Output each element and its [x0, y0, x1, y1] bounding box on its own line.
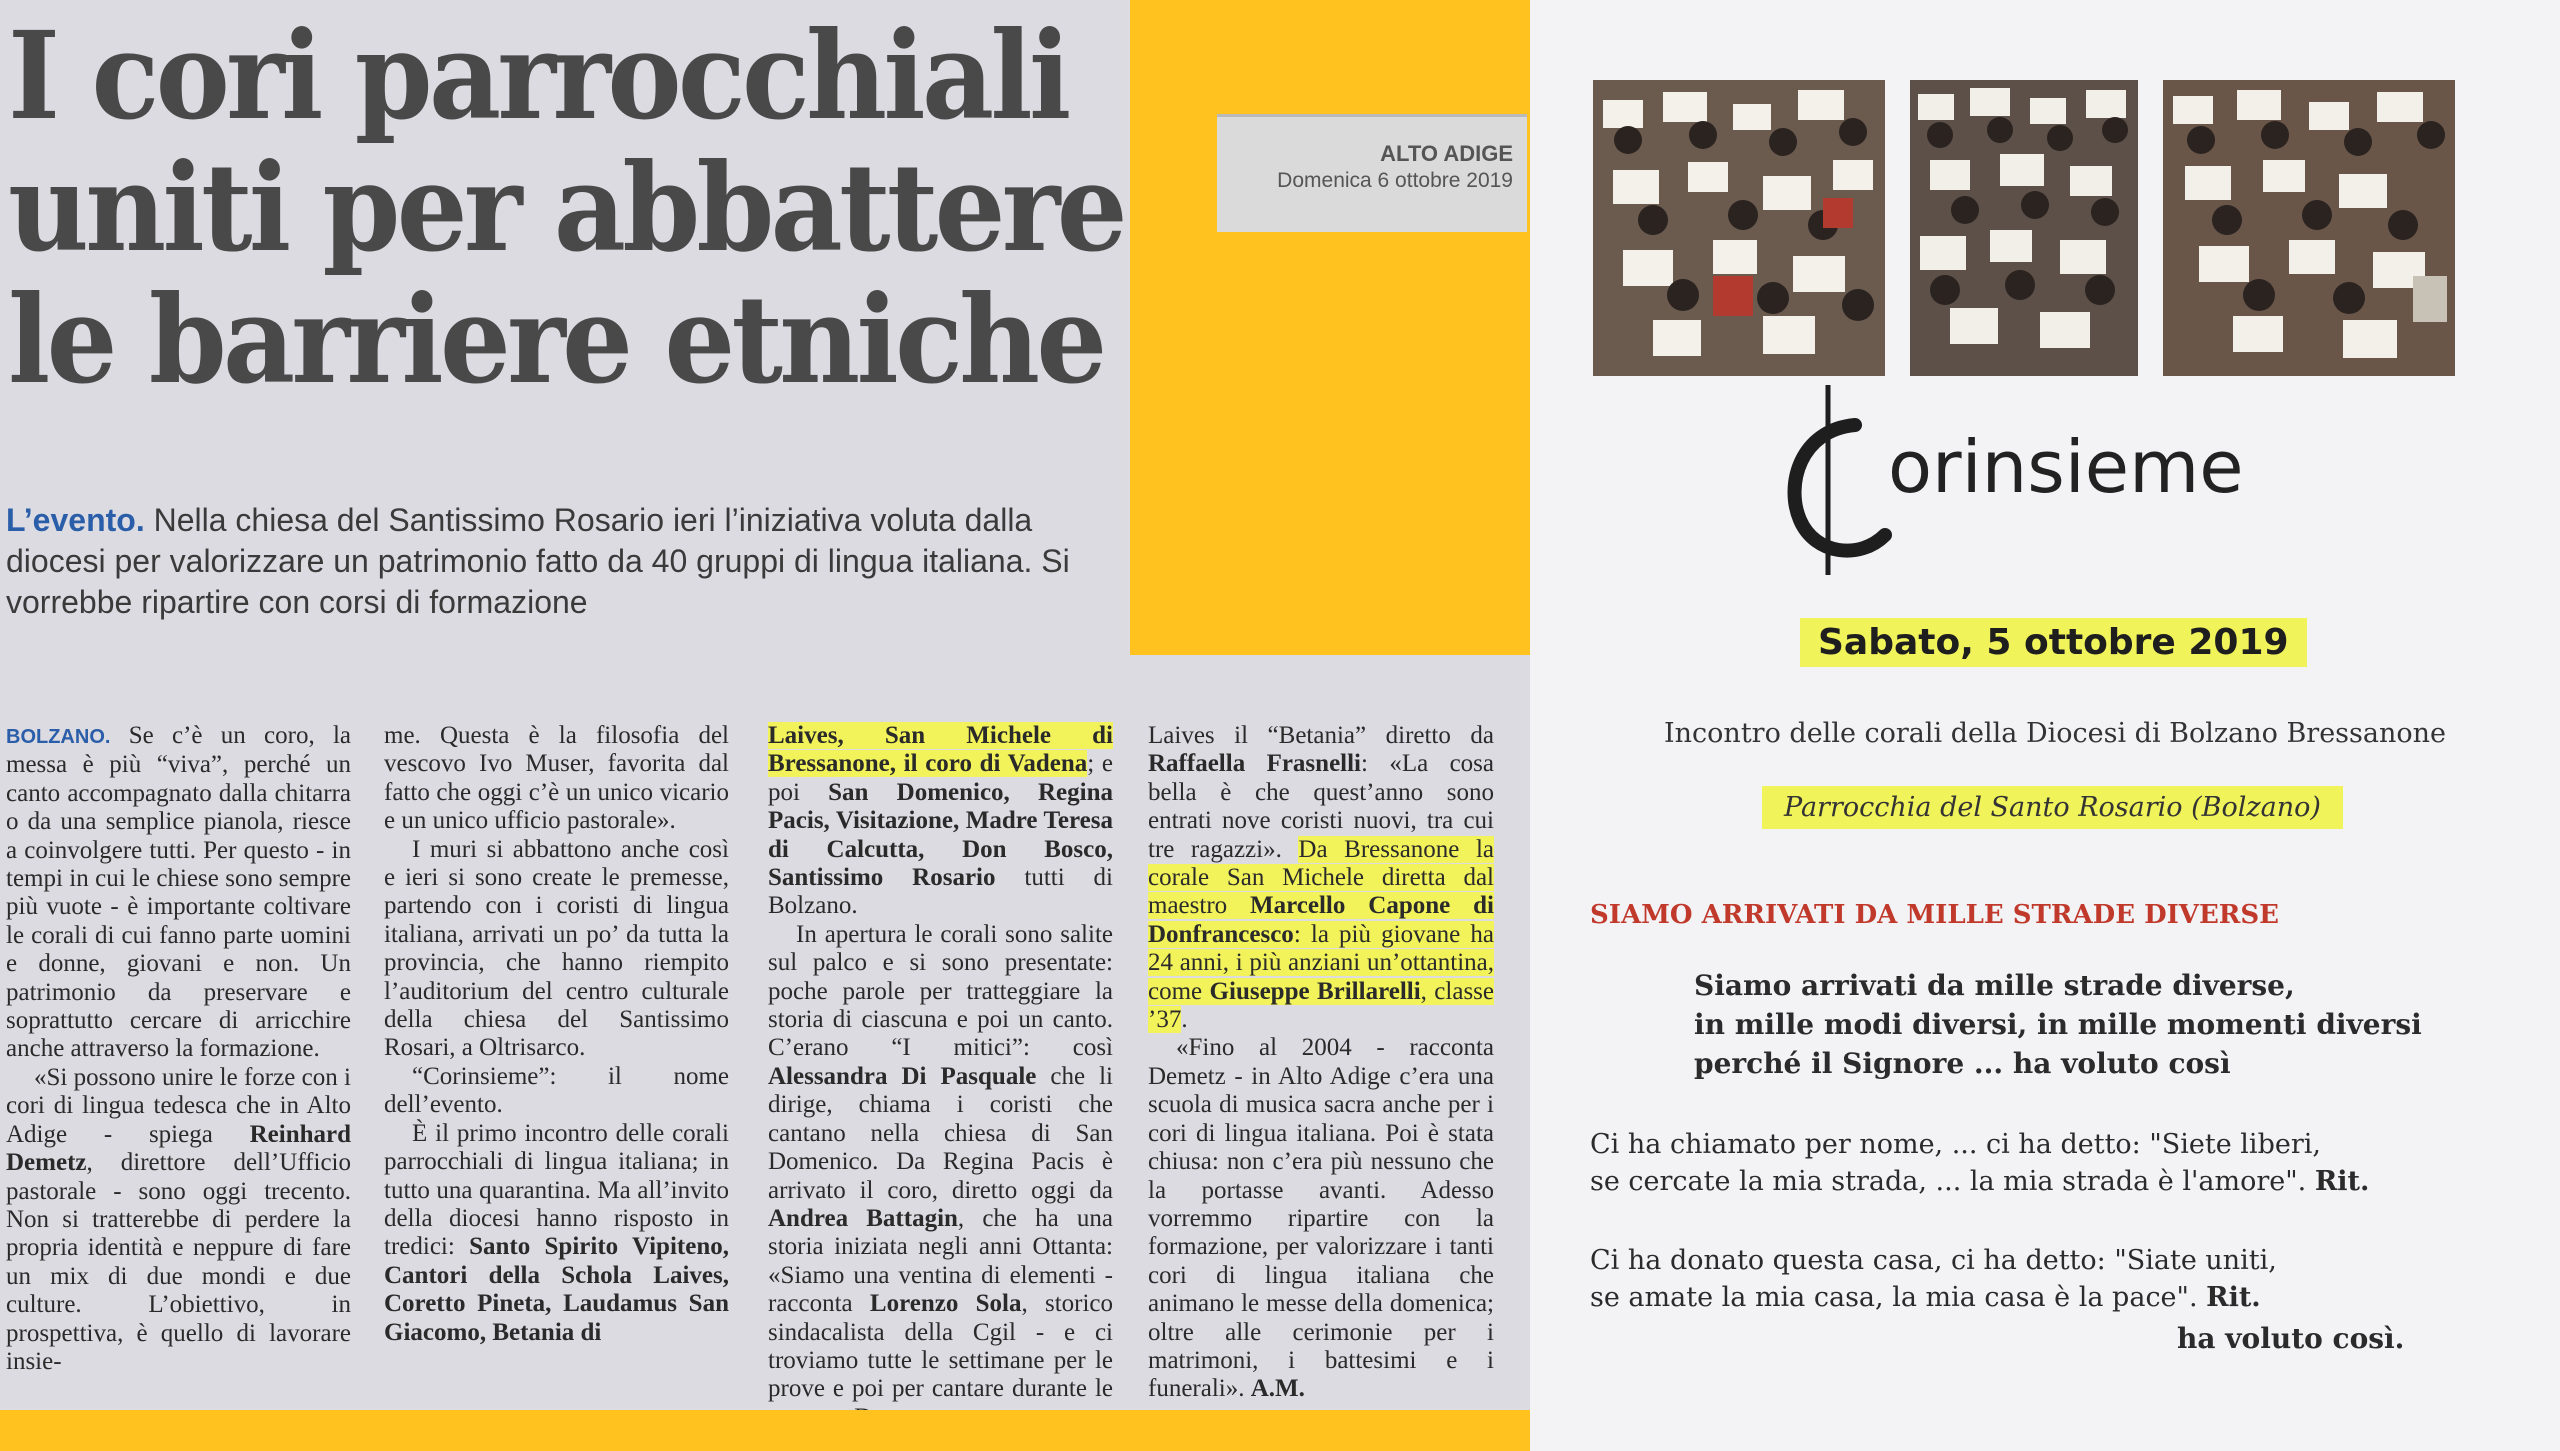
article-column-4 [1148, 722, 1494, 1404]
newspaper-date: Domenica 6 ottobre 2019 [1277, 169, 1513, 192]
song-chorus [1694, 966, 2422, 1083]
column-paragraph: “Corinsieme”: il nome dell’evento. [384, 1062, 729, 1119]
chorus-line: perché il Signore ... ha voluto così [1694, 1047, 2231, 1080]
song-title: SIAMO ARRIVATI DA MILLE STRADE DIVERSE [1590, 900, 2279, 930]
event-parish: Parrocchia del Santo Rosario (Bolzano) [1762, 786, 2343, 829]
newspaper-name: ALTO ADIGE [1380, 141, 1513, 166]
column-paragraph: I muri si abbattono anche così e ieri si sono create le premesse, partendo con i coristi di lingua italiana, arrivati un po’ da tutta la provincia, che hanno riempito l’auditorium del centro culturale della chiesa del Santissimo Rosari, a Oltrisarco. [384, 835, 729, 1062]
article-column-3 [768, 722, 1113, 1432]
event-description: Incontro delle corali della Diocesi di Bolzano Bressanone [1664, 718, 2446, 749]
song-verse-2 [1590, 1242, 2277, 1316]
chorus-line: Siamo arrivati da mille strade diverse, [1694, 969, 2295, 1002]
article-column-1 [6, 722, 351, 1376]
flyer-brand: orinsieme [1888, 425, 2244, 509]
source-tag [1217, 114, 1527, 232]
headline-line-3: le barriere etniche [8, 268, 1104, 411]
headline-line-2: uniti per abbattere [8, 136, 1124, 279]
article-signature: A.M. [1250, 1375, 1305, 1403]
refrain-marker: Rit. [2314, 1166, 2370, 1197]
article-headline [8, 4, 1124, 411]
verse-line: Ci ha donato questa casa, ci ha detto: "Siate uniti, [1590, 1245, 2277, 1276]
event-date: Sabato, 5 ottobre 2019 [1800, 618, 2307, 667]
song-verse-1 [1590, 1126, 2369, 1200]
column-paragraph: È il primo incontro delle corali parrocchiali di lingua italiana; in tutto una quarantina. Ma all’invito della diocesi hanno risposto in tredici: Santo Spirito Vipiteno, Cantori della Schola Laives, Coretto Pineta, Laudamus San Giacomo, Betania di [384, 1119, 729, 1346]
column-paragraph: «Si possono unire le forze con i cori di lingua tedesca che in Alto Adige - spiega Reinhard Demetz, direttore dell’Ufficio pastorale - sono oggi trecento. Non si tratterebbe di perdere la propria identità e neppure di fare un mix di due mondi e due culture. L’obiettivo, in prospettiva, è quello di lavorare insie- [6, 1063, 351, 1375]
subhead-lead: L’evento. [6, 502, 145, 538]
column-paragraph: Laives, San Michele di Bressanone, il coro di Vadena; e poi San Domenico, Regina Pacis, Visitazione, Madre Teresa di Calcutta, Don Bosco, Santissimo Rosario tutti di Bolzano. [768, 722, 1113, 920]
yellow-block-top [1130, 0, 1530, 655]
choir-photo-2 [1910, 80, 2138, 376]
refrain-marker: Rit. [2206, 1282, 2261, 1313]
headline-line-1: I cori parrocchiali [8, 4, 1068, 147]
dateline: BOLZANO. [6, 726, 111, 748]
column-paragraph: me. Questa è la filosofia del vescovo Ivo Muser, favorita dal fatto che oggi c’è un unico vicario e un unico ufficio pastorale». [384, 722, 729, 835]
choir-photo-1 [1593, 80, 1885, 376]
column-paragraph: BOLZANO. Se c’è un coro, la messa è più “viva”, perché un canto accompagnato dalla chitarra o da una semplice pianola, riesce a coinvolgere tutti. Per questo - in tempi in cui le chiese sono sempre più vuote - è importante coltivare le corali di cui fanno parte uomini e donne, giovani e non. Un patrimonio da preservare e soprattutto cercare di arricchire anche attraverso la formazione. [6, 722, 351, 1063]
subhead-text: Nella chiesa del Santissimo Rosario ieri l’iniziativa voluta dalla diocesi per valorizzare un patrimonio fatto da 40 gruppi di lingua italiana. Si vorrebbe ripartire con corsi di formazione [6, 502, 1070, 620]
chorus-line: in mille modi diversi, in mille momenti diversi [1694, 1008, 2422, 1041]
column-paragraph: «Fino al 2004 - racconta Demetz - in Alto Adige c’era una scuola di musica sacra anche per i cori di lingua italiana. Poi è stata chiusa: non c’era più nessuno che la portasse avanti. Adesso vorremmo ripartire con la formazione, per valorizzare i tanti cori di lingua italiana che animano le messe della domenica; oltre alle cerimonie per i matrimoni, i battesimi e i funerali». A.M. [1148, 1034, 1494, 1403]
column-paragraph: Laives il “Betania” diretto da Raffaella Frasnelli: «La cosa bella è che quest’anno sono entrati nove coristi nuovi, tra cui tre ragazzi». Da Bressanone la corale San Michele diretta dal maestro Marcello Capone di Donfrancesco: la più giovane ha 24 anni, i più anziani un’ottantina, come Giuseppe Brillarelli, classe ’37. [1148, 722, 1494, 1034]
verse-line: se cercate la mia strada, ... la mia strada è l'amore". Rit. [1590, 1166, 2370, 1197]
article-column-2 [384, 722, 729, 1347]
verse-line: se amate la mia casa, la mia casa è la pace". Rit. [1590, 1282, 2261, 1313]
yellow-band-bottom [0, 1410, 1530, 1451]
column-paragraph: In apertura le corali sono salite sul palco e si sono presentate: poche parole per tratteggiare la storia di ciascuna e poi un canto. C’erano “I mitici”: così Alessandra Di Pasquale che li dirige, chiama i coristi che cantano nella chiesa di San Domenico. Da Regina Pacis è arrivato il coro, diretto oggi da Andrea Battagin, che ha una storia iniziata negli anni Ottanta: «Siamo una ventina di elementi - racconta Lorenzo Sola, storico sindacalista della Cgil - e ci troviamo tutte le settimane per le prove e poi per cantare durante le [768, 920, 1114, 1403]
song-ending: ha voluto così. [2177, 1322, 2405, 1355]
choir-photo-3 [2163, 80, 2455, 376]
article-subhead [6, 500, 1116, 623]
verse-line: Ci ha chiamato per nome, ... ci ha detto: "Siete liberi, [1590, 1129, 2321, 1160]
